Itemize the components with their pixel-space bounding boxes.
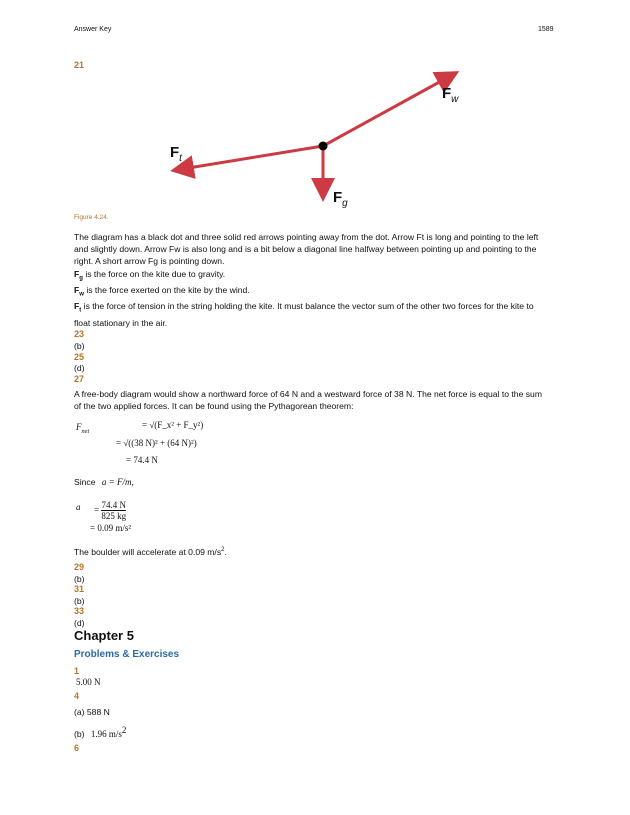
ft-definition: $F_t$ is the force of tension in the string holding the kite. It must balance the vector sum of the other two forces for the kite to float stationary in the air. (74, 301, 534, 328)
page-number: 1589 (538, 26, 554, 33)
label-ft: $F_t$ (170, 144, 182, 164)
problem-number-25: 25 (74, 352, 85, 362)
problem-number-31: 31 (74, 584, 85, 594)
ch5-problem-number-1: 1 (74, 666, 80, 676)
kite-dot (319, 142, 328, 151)
answer-31: (b) (74, 596, 85, 606)
eq1-line1: = √(F_x² + F_y²) (142, 420, 204, 430)
ch5-answer-1: 5.00 N (76, 677, 101, 687)
ch5-problem-number-6: 6 (74, 743, 80, 753)
chapter-title: Chapter 5 (74, 628, 134, 643)
answer-23: (b) (74, 341, 85, 351)
ch5-answer-4b: (b) 1.96 $m/s^2$ (74, 725, 127, 739)
since-line: Since a = F/m, (74, 477, 134, 487)
eq1-line2: = √((38 N)² + (64 N)²) (116, 438, 197, 448)
label-fg: $F_g$ (333, 189, 348, 209)
problem-number-23: 23 (74, 329, 85, 339)
answer-33: (d) (74, 618, 85, 628)
answer-29: (b) (74, 574, 85, 584)
arrow-fw (323, 74, 454, 146)
arrow-ft (176, 146, 323, 170)
section-heading: Problems & Exercises (74, 649, 180, 660)
label-fw: $F_w$ (442, 85, 459, 105)
eq1-line3: = 74.4 N (126, 455, 158, 465)
ch5-problem-number-4: 4 (74, 691, 80, 701)
eq1-lhs: $F_{net}$ (76, 422, 90, 435)
free-body-diagram (0, 0, 630, 215)
problem-27-conclusion: The boulder will accelerate at 0.09 $m/s^2$. (74, 546, 227, 557)
problem-number-33: 33 (74, 606, 85, 616)
problem-27-text: A free-body diagram would show a northward force of 64 N and a westward force of 38 N. The net force is equal to the sum of the two applied forces. It can be found using the Pythagorean theorem: (74, 389, 542, 411)
problem-number-27: 27 (74, 374, 85, 384)
eq2-lhs: a (76, 502, 81, 512)
eq2-fraction: = $\frac{74.4 N}{825 kg}$ (94, 500, 127, 521)
problem-number-29: 29 (74, 562, 85, 572)
fg-definition: $F_g$ is the force on the kite due to gravity. (74, 269, 226, 282)
problem-number-21: 21 (74, 60, 85, 70)
answer-25: (d) (74, 363, 85, 373)
running-header-title: Answer Key (74, 26, 112, 33)
fw-definition: $F_w$ is the force exerted on the kite by the wind. (74, 285, 250, 298)
ch5-answer-4a: (a) 588 N (74, 707, 110, 717)
figure-description: The diagram has a black dot and three solid red arrows pointing away from the dot. Arrow Ft is long and pointing to the left and slightly down. Arrow Fw is also long and is a bit below a diagonal line halfway between pointing up and pointing to the right. A short arrow Fg is pointing down. (74, 232, 539, 266)
eq2-line2: = 0.09 m/s² (90, 523, 132, 533)
figure-caption: Figure 4.24. (74, 214, 109, 221)
